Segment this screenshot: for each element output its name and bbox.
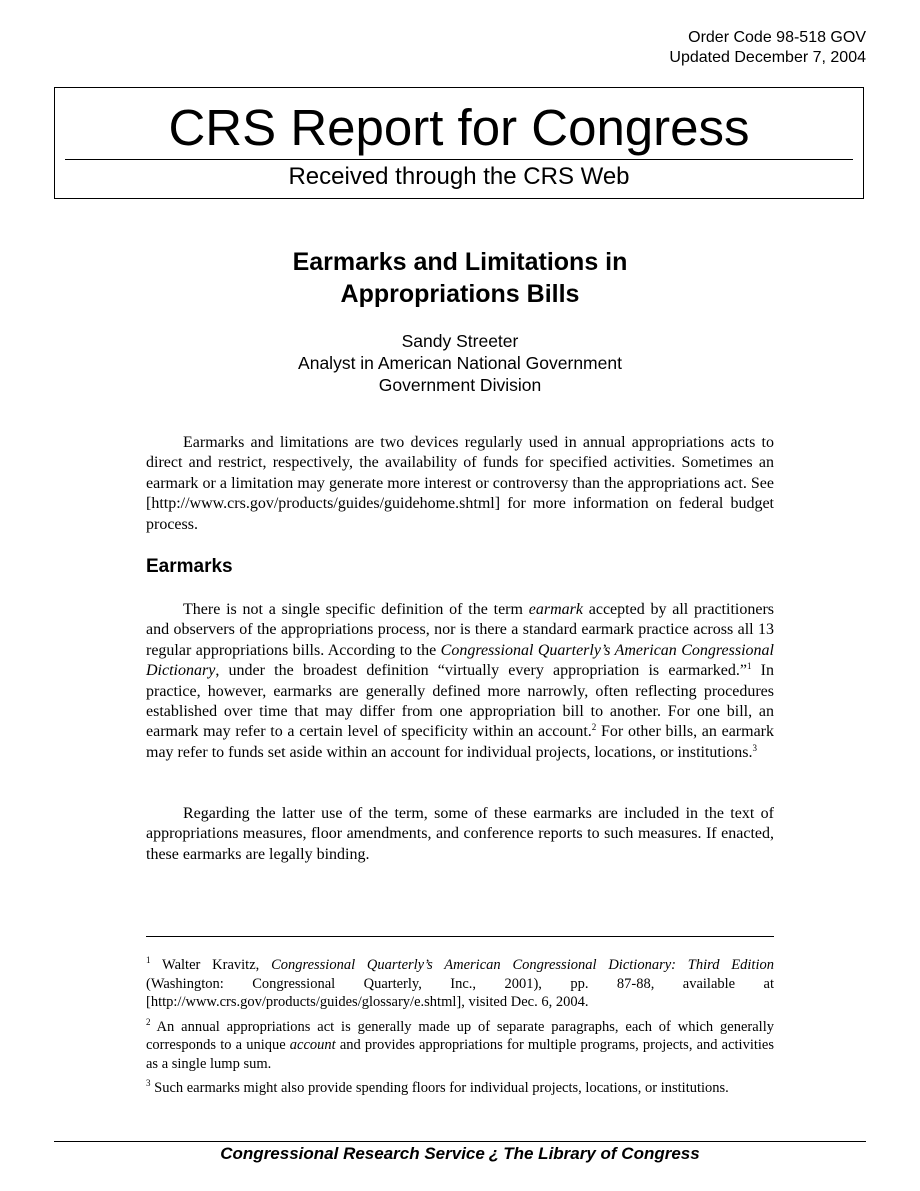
italic-term: earmark [528,601,583,618]
footnote-number: 1 [146,955,151,965]
report-title [146,246,774,310]
text-run: , under the broadest definition “virtually every appropriation is earmarked.” [215,662,747,680]
author-name: Sandy Streeter [401,331,519,351]
banner-subtitle: Received through the CRS Web [288,163,630,190]
summary-text: Earmarks and limitations are two devices regularly used in annual appropriations acts to direct and restrict, respectively, the availability of funds for specified activities. Sometimes an earmark or a limitation may generate more interest or controversy than the appropriations act. See [http://www.crs.gov/products/guides/guidehome.shtml] for more information on federal budget process. [146,434,774,533]
footer-divider [54,1141,866,1142]
order-code: Order Code 98-518 GOV [688,29,866,46]
text-run: In practice, however, earmarks are generally defined more narrowly, often reflecting procedures established over time that may differ from one appropriation bill to another. For one bill, an earmark may refer to a certain level of specificity within an account. [146,662,774,741]
text-run: For other bills, an earmark may refer to funds set aside within an account for individual projects, locations, or institutions. [146,723,775,761]
text-run: and provides appropriations for multiple programs, projects, and activities as a single lump sum. [146,1037,774,1072]
text-run: (Washington: Congressional Quarterly, Inc., 2001), pp. 87-88, available at [http://www.crs.gov/products/guides/glossary/e.shtml], visited Dec. 6, 2004. [146,975,774,1010]
summary-paragraph [146,433,774,535]
text-run: There is not a single specific definition of the term [183,601,529,618]
updated-date: Updated December 7, 2004 [669,49,866,66]
footnote-ref-2: 2 [591,722,597,733]
footnote-1 [146,956,774,1012]
footer-right: The Library of Congress [503,1144,700,1163]
report-title-line1: Earmarks and Limitations in [292,248,628,276]
footnote-number: 3 [146,1078,151,1088]
text-run: accepted by all practitioners and observers of the appropriations process, nor is there a standard earmark practice across all 13 regular appropriations bills. According to the [146,601,774,659]
footnotes [146,956,774,1104]
earmarks-paragraph-2 [146,804,774,865]
italic-citation: Congressional Quarterly’s American Congressional Dictionary [146,641,774,680]
report-banner [54,87,864,199]
banner-title: CRS Report for Congress [168,99,750,156]
footnote-divider [146,936,774,937]
footnote-2 [146,1018,774,1074]
text-run: An annual appropriations act is generally made up of separate paragraphs, each of which generally corresponds to a unique [146,1018,774,1053]
author-division: Government Division [378,375,542,395]
footnote-3 [146,1079,774,1098]
page-footer [0,1143,920,1165]
footer-left: Congressional Research Service [220,1144,485,1163]
footnote-number: 2 [146,1016,151,1027]
footnote-ref-1: 1 [746,661,752,672]
order-code-block [669,28,866,68]
italic-citation: Congressional Quarterly’s American Congressional Dictionary: Third Edition [271,957,774,973]
banner-divider [65,159,853,160]
report-title-line2: Appropriations Bills [340,280,580,308]
author-position: Analyst in American National Government [298,353,622,373]
paragraph-2-text: Regarding the latter use of the term, some of these earmarks are included in the text of appropriations measures, floor amendments, and conference reports to such measures. If enacted, these earmarks are legally binding. [146,805,774,863]
footer-separator: ¿ [488,1144,500,1163]
earmarks-paragraph-1 [146,600,774,763]
paragraph-1-text [146,600,774,763]
author-block [146,330,774,396]
footnote-ref-3: 3 [752,742,758,753]
italic-term: account [289,1037,336,1053]
section-heading: Earmarks [146,556,233,577]
text-run: Such earmarks might also provide spending floors for individual projects, locations, or institutions. [150,1080,729,1096]
text-run: Walter Kravitz, [150,957,272,973]
